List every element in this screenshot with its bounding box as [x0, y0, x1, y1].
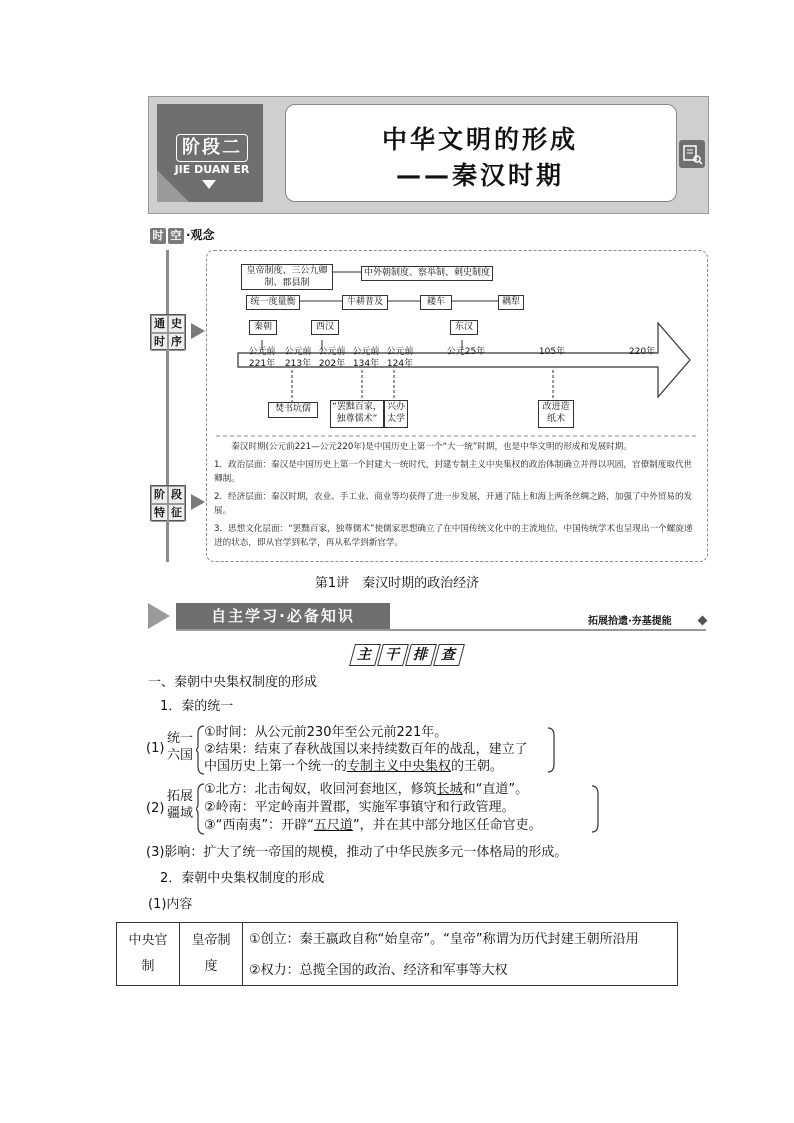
- book-search-icon[interactable]: [679, 140, 705, 168]
- features-intro: 秦汉时期(公元前221—公元220年)是中国历史上第一个“大一统”时期，也是中华文明的形成和发展时期。: [231, 442, 632, 452]
- year-label: 220年: [628, 347, 656, 357]
- text: 和“直道”。: [462, 782, 529, 797]
- diamond-icon: [698, 616, 708, 626]
- divider: [176, 629, 706, 631]
- item-line: ①时间：从公元前230年至公元前221年。: [204, 725, 448, 740]
- heading-char: 干: [377, 644, 409, 666]
- subsection-heading: 2．秦朝中央集权制度的形成: [160, 871, 325, 886]
- dynasty-box: 西汉: [311, 320, 339, 335]
- label-char: 征: [168, 504, 185, 522]
- underlined-text: 五尺道: [313, 818, 353, 833]
- label-char: 特: [151, 504, 168, 522]
- stage-label: 阶段二: [176, 134, 248, 162]
- lecture-title: 第1讲 秦汉时期的政治经济: [314, 576, 480, 591]
- arrow-right-icon: [191, 494, 205, 510]
- underlined-text: 专制主义中央集权: [347, 759, 452, 774]
- label-char: 时: [151, 333, 168, 351]
- heading-char: 排: [405, 644, 437, 666]
- year-label: 公元前202年: [318, 347, 346, 369]
- heading-char: 主: [349, 644, 381, 666]
- table-cell: ②权力：总揽全国的政治、经济和军事等大权: [243, 957, 678, 986]
- label-char: 阶: [151, 486, 168, 504]
- study-bar-right: 拓展拾遗·夯基提能: [588, 616, 672, 627]
- item-line: [204, 817, 542, 835]
- item-line: ②结果：结束了春秋战国以来持续数百年的战乱，建立了: [204, 742, 528, 757]
- features-cultural: 3．思想文化层面：“罢黜百家，独尊儒术”使儒家思想确立了在中国传统文化中的主流地位，中国传统学术也呈现出一个螺旋递进的状态，即从官学到私学，再从私学到新官学。: [214, 524, 693, 548]
- item-line: [204, 758, 503, 776]
- label-char: 序: [168, 333, 185, 351]
- stage-label-en: JIE DUAN ER: [174, 163, 250, 176]
- heading-char: 查: [433, 644, 465, 666]
- item-number: (2): [146, 801, 165, 816]
- table-cell: 中央官制: [117, 923, 180, 986]
- concept-tag: [150, 226, 215, 244]
- item-impact: (3)影响：扩大了统一帝国的规模，推动了中华民族多元一体格局的形成。: [146, 845, 568, 860]
- timeline-box-han-system: 中外朝制度、察举制、刺史制度: [361, 266, 493, 281]
- year-label: 公元25年: [446, 347, 486, 357]
- concept-tag-text: ·观念: [186, 228, 215, 242]
- year-label: 公元前221年: [248, 347, 276, 369]
- dynasty-box: 秦朝: [249, 320, 277, 335]
- timeline-box: 耧车: [420, 295, 452, 310]
- concept-tag-box: 空: [168, 228, 184, 244]
- study-bar-label: 自主学习·必备知识: [176, 603, 390, 629]
- label-char: 通: [151, 315, 168, 333]
- subsection-heading: 1．秦的统一: [160, 699, 234, 714]
- content-table: [116, 922, 678, 986]
- label-char: 史: [168, 315, 185, 333]
- timeline-box: 统一度量衡: [246, 295, 300, 310]
- year-label: 公元前124年: [386, 347, 414, 369]
- text: 中国历史上第一个统一的: [204, 759, 348, 774]
- text: ”，并在其中部分地区任命官吏。: [352, 818, 542, 833]
- zhugan-paicha-heading: [352, 644, 462, 666]
- item-tag: 统一六国: [166, 731, 193, 763]
- label-char: 段: [168, 486, 185, 504]
- triangle-down-icon: [202, 180, 216, 189]
- text: 的王朝。: [451, 759, 504, 774]
- dynasty-box: 东汉: [450, 320, 478, 335]
- timeline-box: 耦犁: [498, 295, 524, 310]
- table-cell: ①创立：秦王嬴政自称“始皇帝”。“皇帝”称谓为历代封建王朝所沿用: [243, 923, 678, 958]
- item-number: (1): [146, 741, 165, 756]
- text: ①北方：北击匈奴，收回河套地区，修筑: [204, 782, 437, 797]
- event-box: 改进造纸术: [538, 400, 574, 428]
- features-economic: 2．经济层面：秦汉时期，农业、手工业、商业等均获得了进一步发展，开通了陆上和海上两条丝绸之路，加强了中外贸易的发展。: [214, 492, 693, 516]
- features-political: 1．政治层面：秦汉是中国历史上第一个封建大一统时代，封建专制主义中央集权的政治体制确立并得以巩固，官僚制度取代世卿制。: [214, 460, 693, 484]
- concept-tag-box: 时: [150, 228, 166, 244]
- page-subtitle: ——秦汉时期: [395, 161, 564, 190]
- label-tongshi-shixu: [150, 314, 186, 350]
- arrow-right-icon: [191, 323, 205, 339]
- year-label: 105年: [538, 347, 566, 357]
- table-row: [117, 923, 678, 958]
- underlined-text: 长城: [436, 782, 463, 797]
- table-cell: 皇帝制度: [180, 923, 243, 986]
- item-line: [204, 781, 528, 799]
- event-box: “罢黜百家，独尊儒术”: [330, 400, 384, 428]
- chevron-right-icon: [148, 603, 170, 629]
- content-label: (1)内容: [148, 897, 193, 912]
- item-line: ②岭南：平定岭南并置郡，实施军事镇守和行政管理。: [204, 800, 515, 815]
- timeline-box: 牛耕普及: [342, 295, 388, 310]
- event-box: 焚书坑儒: [268, 402, 318, 418]
- text: ③“西南夷”：开辟“: [204, 818, 314, 833]
- item-tag: 拓展疆域: [166, 789, 193, 821]
- timeline-box-qin-system: 皇帝制度、三公九卿制、郡县制: [241, 264, 333, 290]
- section-heading: 一、秦朝中央集权制度的形成: [148, 675, 318, 690]
- event-box: 兴办太学: [384, 400, 408, 428]
- year-label: 公元前134年: [352, 347, 380, 369]
- year-label: 公元前213年: [284, 347, 312, 369]
- page-title: 中华文明的形成: [381, 125, 578, 154]
- label-jieduan-tezheng: [150, 485, 186, 521]
